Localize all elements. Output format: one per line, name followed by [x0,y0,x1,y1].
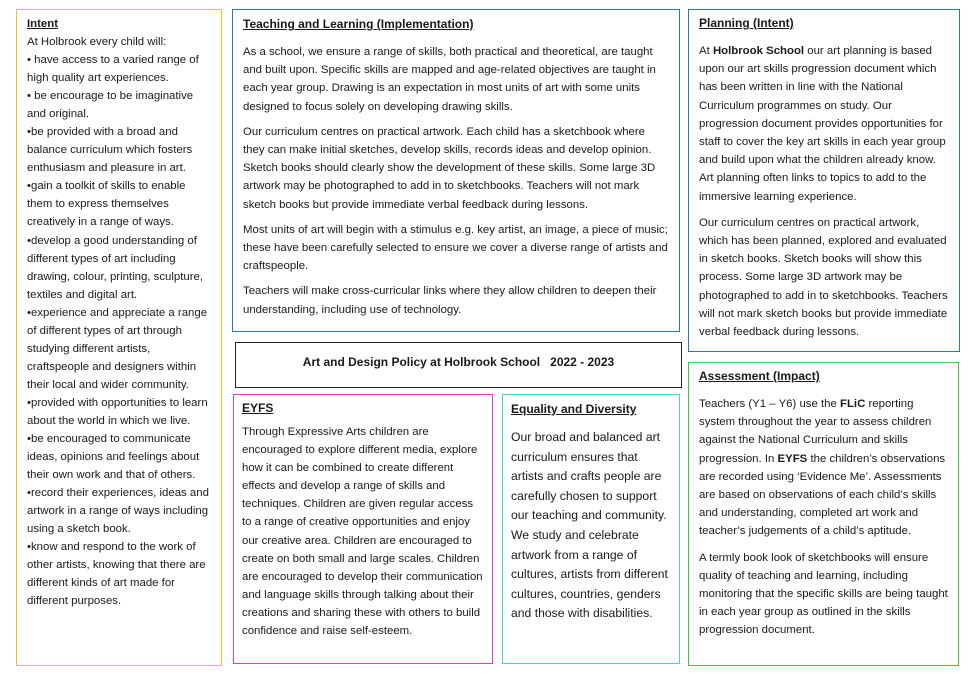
equality-heading: Equality and Diversity [511,402,637,416]
intent-item: •be provided with a broad and balance curriculum which fosters enthusiasm and pleasure in art. [27,126,193,175]
intent-item: •gain a toolkit of skills to enable them to express themselves creatively in a range of ways. [27,180,186,229]
planning-text: our art planning is based upon our art skills progression document which has been written in line with the National Curriculum programmes on study. Our progression document provides opportunities for staff to cover the key art skills in each year group and build upon what the children already know. Art planning often links to topics to add to the immersive learning experience. [699,45,946,203]
assessment-heading: Assessment (Impact) [699,369,820,383]
assessment-paragraph: A termly book look of sketchbooks will ensure quality of teaching and learning, including monitoring that the specific skills are being taught in each year group as outlined in the skills progression document. [699,551,948,637]
intent-item: •be encouraged to communicate ideas, opinions and feelings about their own work and that of others. [27,433,200,482]
assessment-panel [688,362,959,666]
teaching-paragraph: Teachers will make cross-curricular links where they allow children to deepen their understanding, including use of technology. [243,285,657,316]
intent-item: •record their experiences, ideas and artwork in a range of ways including using a sketch book. [27,487,209,536]
intent-item: •develop a good understanding of different types of art including drawing, colour, printing, sculpture, textiles and digital art. [27,234,204,301]
teaching-paragraph: As a school, we ensure a range of skills, both practical and theoretical, are taught and built upon. Specific skills are mapped and age-related objectives are taught in each year group. Drawing is an expectation in most units of art with some units designed to focus solely on developing drawing skills. [243,46,656,113]
eyfs-heading: EYFS [242,401,274,415]
equality-paragraph: Our broad and balanced art curriculum ensures that artists and crafts people are carefully chosen to support our teaching and community. We study and celebrate artwork from a range of cultures, artists from different cultures, countries, genders and those with disabilities. [511,430,668,621]
planning-paragraph [699,42,949,206]
flic-system-name: FLiC [840,398,866,410]
teaching-paragraph: Our curriculum centres on practical artwork. Each child has a sketchbook where they can make initial sketches, develop skills, records ideas and develop opinion. Sketch books should clearly show the development of these skills. Some large 3D artwork may be photographed to add in to sketchbooks. Teachers will not mark sketch books but provide immediate verbal feedback during lessons. [243,125,656,211]
planning-heading: Planning (Intent) [699,16,794,30]
intent-list [27,51,211,610]
intent-item: •provided with opportunities to learn about the world in which we live. [27,396,208,427]
intent-item: •experience and appreciate a range of different types of art through studying different artists, craftspeople and designers within their local and wider community. [27,306,208,391]
assessment-text: reporting system throughout the year to assess children against the National Curriculum and skills progression. In [699,398,932,465]
planning-paragraph: Our curriculum centres on practical artwork, which has been planned, explored and evaluated in sketch books. Sketch books will show this process. Some large 3D artwork may be photographed to add in to sketchbooks. Teachers will not mark sketch books but provide immediate verbal feedback during lessons. [699,216,948,339]
planning-text: At [699,45,713,57]
eyfs-paragraph: Through Expressive Arts children are encouraged to explore different media, explore how it can be combined to create different effects and develop a range of skills and techniques. Children are given regular access to a range of creative opportunities and enjoy our creative area. Children are encouraged to create on both small and large scales. Children are encouraged to develop their communication and language skills through talking about their creations and sharing these with others to build confidence and raise self-esteem. [242,426,483,638]
intent-item: • be encourage to be imaginative and original. [27,90,194,121]
intent-heading: Intent [27,18,59,30]
assessment-text: the children’s observations are recorded using ‘Evidence Me’. Assessments are based on observations of each child’s skills and understanding, completed art work and teacher’s judgements of a child’s aptitude. [699,452,946,538]
intent-panel [16,9,222,666]
school-name: Holbrook School [712,45,805,57]
equality-panel [502,394,680,664]
intent-item: • have access to a varied range of high quality art experiences. [27,54,199,85]
eyfs-label: EYFS [777,452,808,465]
teaching-paragraph: Most units of art will begin with a stimulus e.g. key artist, an image, a piece of music; these have been carefully selected to ensure we cover a diverse range of artists and craftspeople. [243,223,668,273]
intent-intro: At Holbrook every child will: [27,36,167,48]
planning-panel [688,9,960,352]
assessment-text: Teachers (Y1 – Y6) use the [699,398,840,410]
eyfs-panel [233,394,493,664]
teaching-panel [232,9,680,332]
teaching-heading: Teaching and Learning (Implementation) [243,17,474,31]
policy-title-box [235,342,682,388]
assessment-paragraph [699,395,948,541]
policy-title: Art and Design Policy at Holbrook School 2022 - 2023 [302,355,615,369]
intent-item: •know and respond to the work of other artists, knowing that there are different kinds of art made for different purposes. [27,541,206,608]
